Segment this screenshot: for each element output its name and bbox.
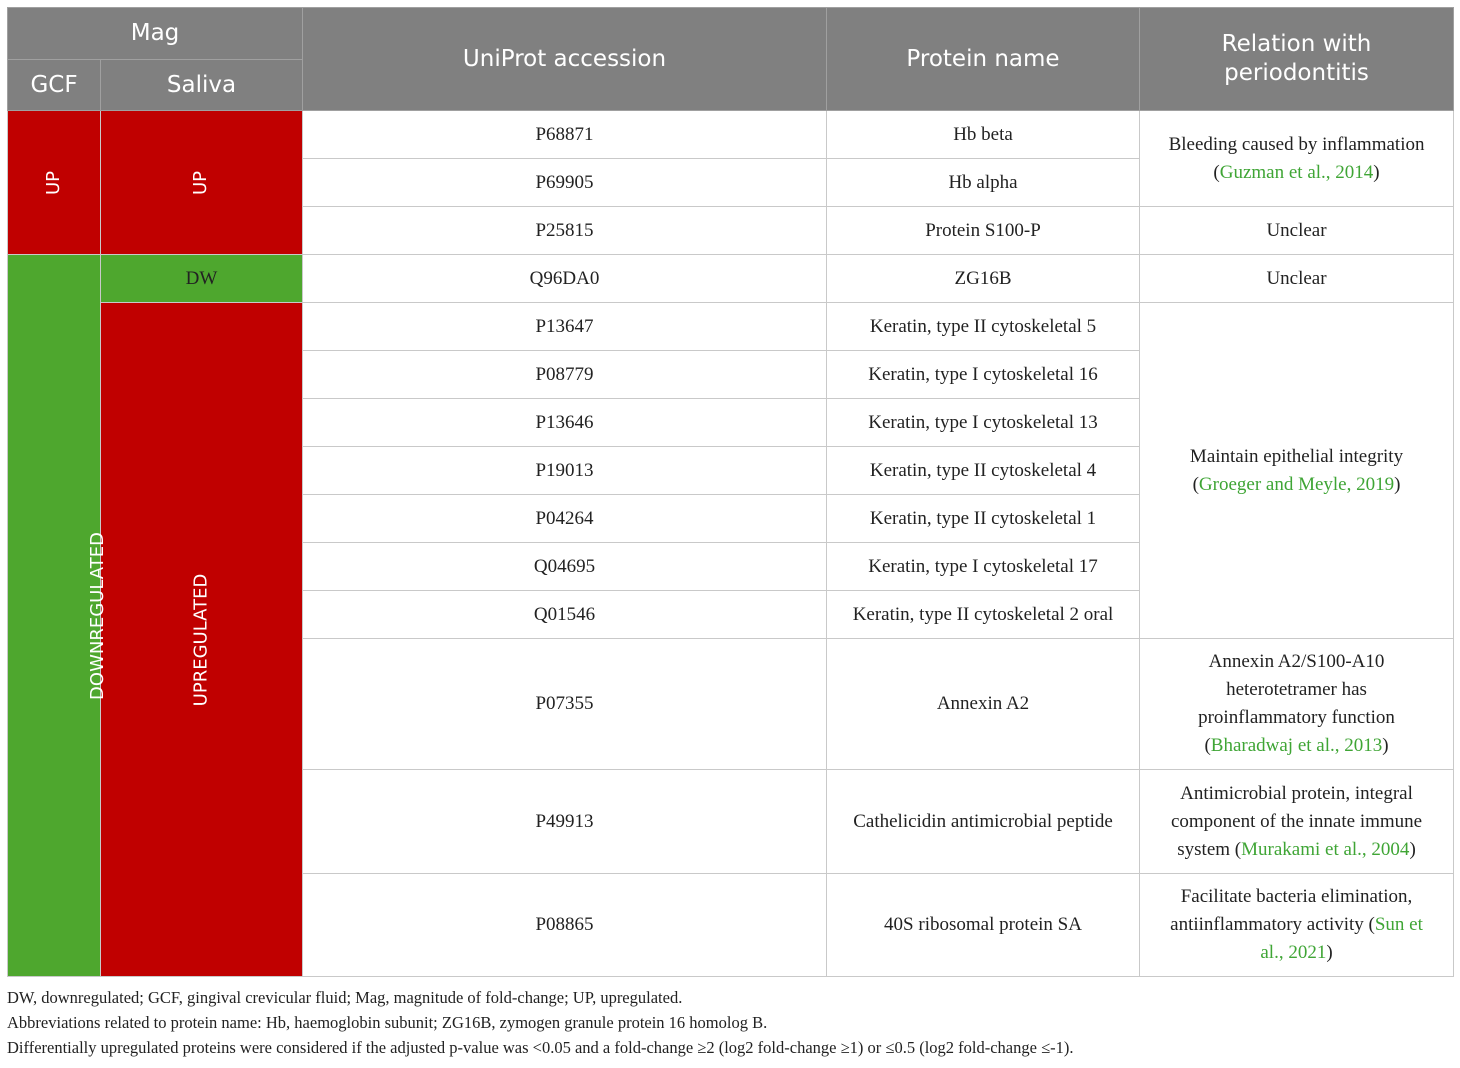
header-gcf: GCF — [8, 60, 101, 111]
accession-cell: P69905 — [303, 159, 827, 207]
saliva-upregulated-label: UPREGULATED — [190, 573, 212, 706]
saliva-upregulated-cell — [101, 303, 303, 977]
accession-cell: P08779 — [303, 351, 827, 399]
paren-open: ( — [1368, 914, 1375, 935]
accession-cell: P19013 — [303, 447, 827, 495]
table-row — [8, 255, 1454, 303]
saliva-up-cell — [101, 111, 303, 255]
relation-cell: Unclear — [1140, 207, 1454, 255]
relation-text: Maintain epithelial integrity — [1189, 445, 1404, 467]
footnote-protein-abbreviations: Abbreviations related to protein name: Hb, haemoglobin subunit; ZG16B, zymogen granule protein 16 homolog B. — [7, 1013, 768, 1032]
footnote-criteria: Differentially upregulated proteins were considered if the adjusted p-value was <0.05 and a fold-change ≥2 (log2 fold-change ≥1) or ≤0.5 (log2 fold-change ≤-1). — [7, 1038, 1074, 1057]
relation-cell: Unclear — [1140, 255, 1454, 303]
protein-cell: Keratin, type I cytoskeletal 17 — [827, 543, 1140, 591]
paren-close: ) — [1394, 473, 1401, 495]
relation-cell — [1140, 639, 1454, 770]
accession-cell: Q04695 — [303, 543, 827, 591]
header-relation-label: Relation with periodontitis — [1221, 31, 1372, 86]
reference-link[interactable]: Murakami et al., 2004 — [1241, 838, 1410, 860]
proteins-table — [7, 7, 1454, 977]
header-uniprot-accession: UniProt accession — [303, 8, 827, 111]
relation-cell — [1140, 111, 1454, 207]
accession-cell: P68871 — [303, 111, 827, 159]
relation-text: Bleeding caused by inflammation — [1168, 133, 1425, 155]
protein-cell: Annexin A2 — [827, 639, 1140, 770]
saliva-up-label: UP — [190, 170, 212, 195]
header-relation — [1140, 8, 1454, 111]
accession-cell: P08865 — [303, 874, 827, 977]
gcf-up-label: UP — [43, 170, 64, 195]
protein-cell: Cathelicidin antimicrobial peptide — [827, 770, 1140, 874]
accession-cell: Q96DA0 — [303, 255, 827, 303]
accession-cell: P07355 — [303, 639, 827, 770]
protein-cell: ZG16B — [827, 255, 1140, 303]
accession-cell: P25815 — [303, 207, 827, 255]
protein-cell: Keratin, type I cytoskeletal 13 — [827, 399, 1140, 447]
accession-cell: P49913 — [303, 770, 827, 874]
gcf-down-cell — [8, 255, 108, 977]
protein-cell: Protein S100-P — [827, 207, 1140, 255]
accession-cell: P13646 — [303, 399, 827, 447]
relation-text: Annexin A2/S100-A10 heterotetramer has proinflammatory function — [1198, 651, 1395, 728]
protein-cell: Keratin, type I cytoskeletal 16 — [827, 351, 1140, 399]
table-row — [8, 111, 1454, 159]
footnote-abbreviations: DW, downregulated; GCF, gingival crevicular fluid; Mag, magnitude of fold-change; UP, upregulated. — [7, 988, 683, 1007]
paren-close: ) — [1409, 838, 1416, 860]
saliva-dw-cell: DW — [101, 255, 303, 303]
paren-open: ( — [1204, 735, 1211, 756]
relation-text: Facilitate bacteria elimination, antiinflammatory activity — [1170, 886, 1413, 935]
protein-cell: Hb beta — [827, 111, 1140, 159]
gcf-up-cell — [8, 111, 101, 255]
header-saliva: Saliva — [101, 60, 303, 111]
protein-cell: Keratin, type II cytoskeletal 5 — [827, 303, 1140, 351]
protein-cell: Keratin, type II cytoskeletal 1 — [827, 495, 1140, 543]
paren-open: ( — [1192, 473, 1199, 495]
accession-cell: P13647 — [303, 303, 827, 351]
accession-cell: P04264 — [303, 495, 827, 543]
gcf-downregulated-label: DOWNREGULATED — [86, 531, 108, 700]
relation-text: Antimicrobial protein, integral component of the innate immune system — [1170, 782, 1423, 860]
reference-link[interactable]: Bharadwaj et al., 2013 — [1210, 735, 1383, 756]
protein-cell: 40S ribosomal protein SA — [827, 874, 1140, 977]
paren-open: ( — [1234, 838, 1242, 860]
protein-cell: Keratin, type II cytoskeletal 2 oral — [827, 591, 1140, 639]
relation-cell — [1140, 874, 1454, 977]
reference-link[interactable]: Guzman et al., 2014 — [1219, 161, 1374, 183]
reference-link[interactable]: Sun et al., 2021 — [1260, 914, 1423, 963]
protein-cell: Keratin, type II cytoskeletal 4 — [827, 447, 1140, 495]
paren-close: ) — [1326, 942, 1333, 963]
paren-close: ) — [1382, 735, 1389, 756]
table-row — [8, 303, 1454, 351]
reference-link[interactable]: Groeger and Meyle, 2019 — [1198, 473, 1395, 495]
header-protein-name: Protein name — [827, 8, 1140, 111]
paren-open: ( — [1213, 161, 1220, 183]
accession-cell: Q01546 — [303, 591, 827, 639]
header-mag: Mag — [8, 8, 303, 60]
relation-cell — [1140, 303, 1454, 639]
paren-close: ) — [1373, 161, 1380, 183]
relation-cell — [1140, 770, 1454, 874]
protein-cell: Hb alpha — [827, 159, 1140, 207]
